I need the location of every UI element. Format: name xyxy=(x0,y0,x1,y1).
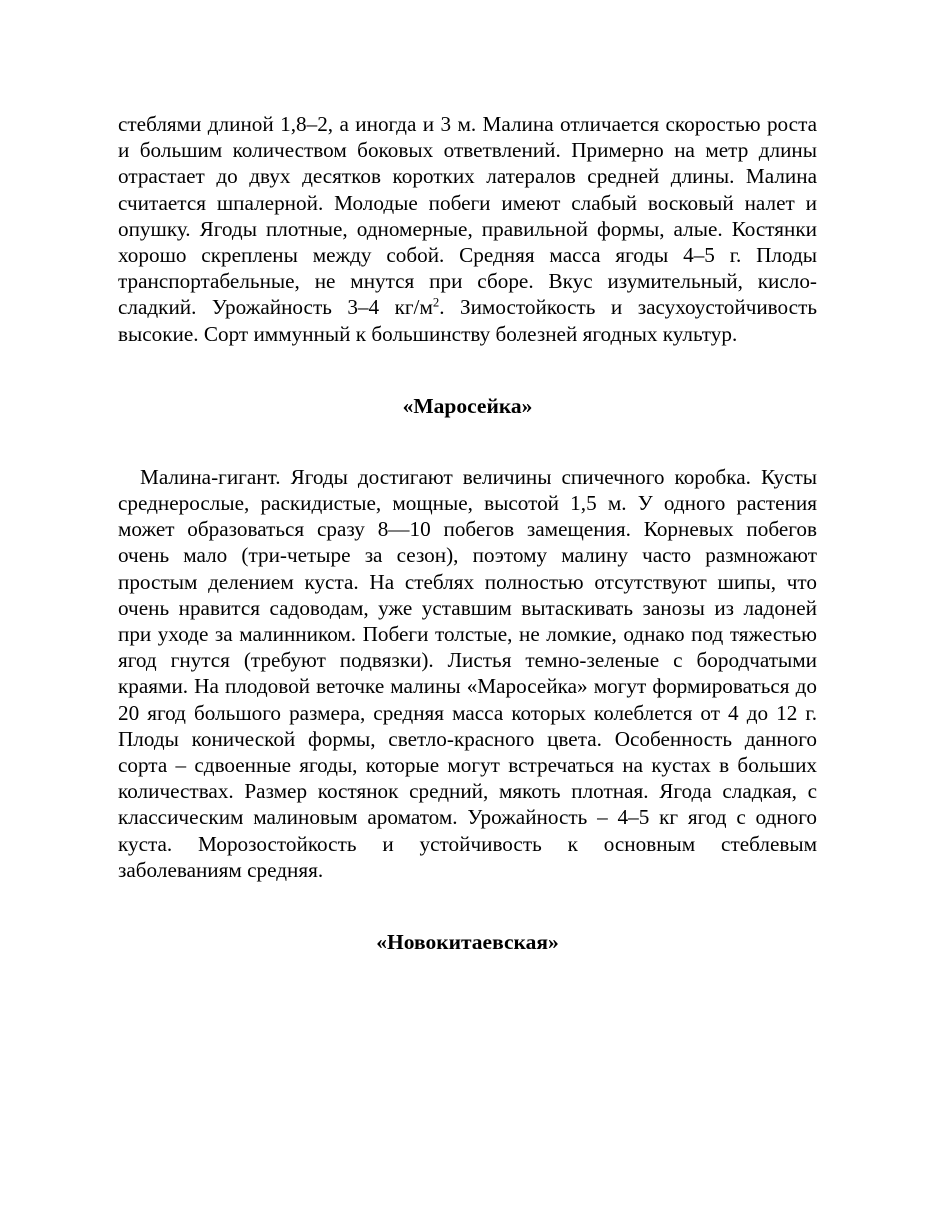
section-heading-novokitaevskaya: «Новокитаевская» xyxy=(376,930,559,955)
paragraph-marosejka: Малина-гигант. Ягоды достигают величины спичечного коробка. Кусты среднерослые, раскидистые, мощные, высотой 1,5 м. У одного растения может образоваться сразу 8—10 побегов замещения. Корневых побегов очень мало (три-четыре за сезон), поэтому малину часто размножают простым делением куста. На стеблях полностью отсутствуют шипы, что очень нравится садоводам, уже уставшим вытаскивать занозы из ладоней при уходе за малинником. Побеги толстые, не ломкие, однако под тяжестью ягод гнутся (требуют подвязки). Листья темно-зеленые с бородчатыми краями. На плодовой веточке малины «Маросейка» могут формироваться до 20 ягод большого размера, средняя масса которых колеблется от 4 до 12 г. Плоды конической формы, светло-красного цвета. Особенность данного сорта – сдвоенные ягоды, которые могут встречаться на кустах в больших количествах. Размер костянок средний, мякоть плотная. Ягода сладкая, с классическим малиновым ароматом. Урожайность – 4–5 кг ягод с одного куста. Морозостойкость и устойчивость к основным стеблевым заболеваниям средняя. xyxy=(118,464,817,882)
document-page xyxy=(118,111,817,955)
superscript-two: 2 xyxy=(432,295,440,310)
section-heading-marosejka: «Маросейка» xyxy=(402,393,533,418)
paragraph-continued xyxy=(118,111,817,347)
paragraph-text: стеблями длиной 1,8–2, а иногда и 3 м. Малина отличается скоростью роста и большим количеством боковых ответвлений. Примерно на метр длины отрастает до двух десятков коротких латералов средней длины. Малина считается шпалерной. Молодые побеги имеют слабый восковый налет и опушку. Ягоды плотные, одномерные, правильной формы, алые. Костянки хорошо скреплены между собой. Средняя масса ягоды 4–5 г. Плоды транспортабельные, не мнутся при сборе. Вкус изумительный, кисло-сладкий. Урожайность 3–4 кг/м xyxy=(118,112,817,320)
paragraph-text-end: . Зимостойкость и засухоустойчивость высокие. Сорт иммунный к большинству болезней ягодных культур. xyxy=(118,295,817,346)
